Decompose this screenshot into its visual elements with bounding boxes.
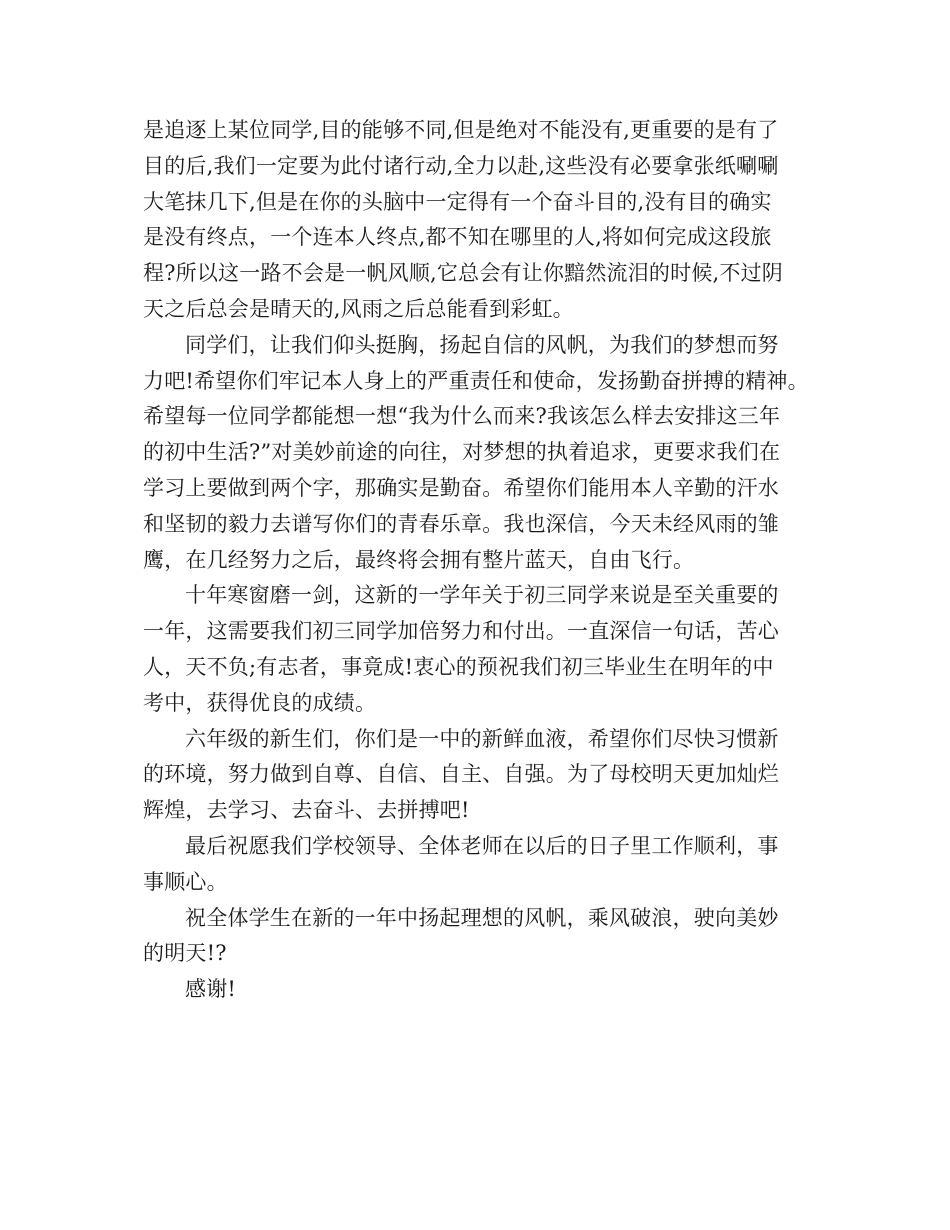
text-line: 大笔抹几下,但是在你的头脑中一定得有一个奋斗目的,没有目的确实 xyxy=(143,189,772,214)
text-line: 六年级的新生们，你们是一中的新鲜血液，希望你们尽快习惯新 xyxy=(185,726,779,751)
paragraph-7 xyxy=(143,972,815,1008)
text-line: 目的后,我们一定要为此付诸行动,全力以赴,这些没有必要拿张纸唰唰 xyxy=(143,153,779,178)
text-line: 学习上要做到两个字，那确实是勤奋。希望你们能用本人辛勤的汗水 xyxy=(143,475,779,500)
text-line: 的初中生活?”对美妙前途的向往，对梦想的执着追求，更要求我们在 xyxy=(143,440,781,465)
text-line: 的明天!? xyxy=(143,941,227,966)
paragraph-2 xyxy=(143,328,815,579)
text-line: 程?所以这一路不会是一帆风顺,它总会有让你黯然流泪的时候,不过阴 xyxy=(143,261,784,286)
text-line: 最后祝愿我们学校领导、全体老师在以后的日子里工作顺利，事 xyxy=(185,833,779,858)
paragraph-4 xyxy=(143,722,815,829)
paragraph-5 xyxy=(143,829,815,901)
text-line: 鹰，在几经努力之后，最终将会拥有整片蓝天，自由飞行。 xyxy=(143,547,695,572)
paragraph-6 xyxy=(143,901,815,973)
text-line: 是追逐上某位同学,目的能够不同,但是绝对不能没有,更重要的是有了 xyxy=(143,118,779,142)
text-line: 考中，获得优良的成绩。 xyxy=(143,690,377,715)
text-line: 力吧!希望你们牢记本人身上的严重责任和使命，发扬勤奋拼搏的精神。 xyxy=(143,368,809,393)
text-line: 希望每一位同学都能想一想“我为什么而来?我该怎么样去安排这三年 xyxy=(143,404,781,429)
text-line: 天之后总会是晴天的,风雨之后总能看到彩虹。 xyxy=(143,296,574,321)
text-line: 和坚韧的毅力去谱写你们的青春乐章。我也深信，今天未经风雨的雏 xyxy=(143,511,779,536)
text-line: 同学们，让我们仰头挺胸，扬起自信的风帆，为我们的梦想而努 xyxy=(185,332,779,357)
text-line: 人，天不负;有志者，事竟成!衷心的预祝我们初三毕业生在明年的中 xyxy=(143,654,774,679)
text-line: 是没有终点，一个连本人终点,都不知在哪里的人,将如何完成这段旅 xyxy=(143,225,772,250)
document-body xyxy=(143,113,815,1008)
paragraph-3 xyxy=(143,578,815,721)
text-line: 事顺心。 xyxy=(143,869,228,894)
text-line: 祝全体学生在新的一年中扬起理想的风帆，乘风破浪，驶向美妙 xyxy=(185,905,779,930)
text-line: 一年，这需要我们初三同学加倍努力和付出。一直深信一句话，苦心 xyxy=(143,619,779,644)
text-line: 感谢! xyxy=(185,977,237,1002)
text-line: 辉煌，去学习、去奋斗、去拼搏吧! xyxy=(143,798,470,823)
text-line: 的环境，努力做到自尊、自信、自主、自强。为了母校明天更加灿烂 xyxy=(143,762,779,787)
text-line: 十年寒窗磨一剑，这新的一学年关于初三同学来说是至关重要的 xyxy=(185,583,779,608)
paragraph-1 xyxy=(143,113,815,328)
